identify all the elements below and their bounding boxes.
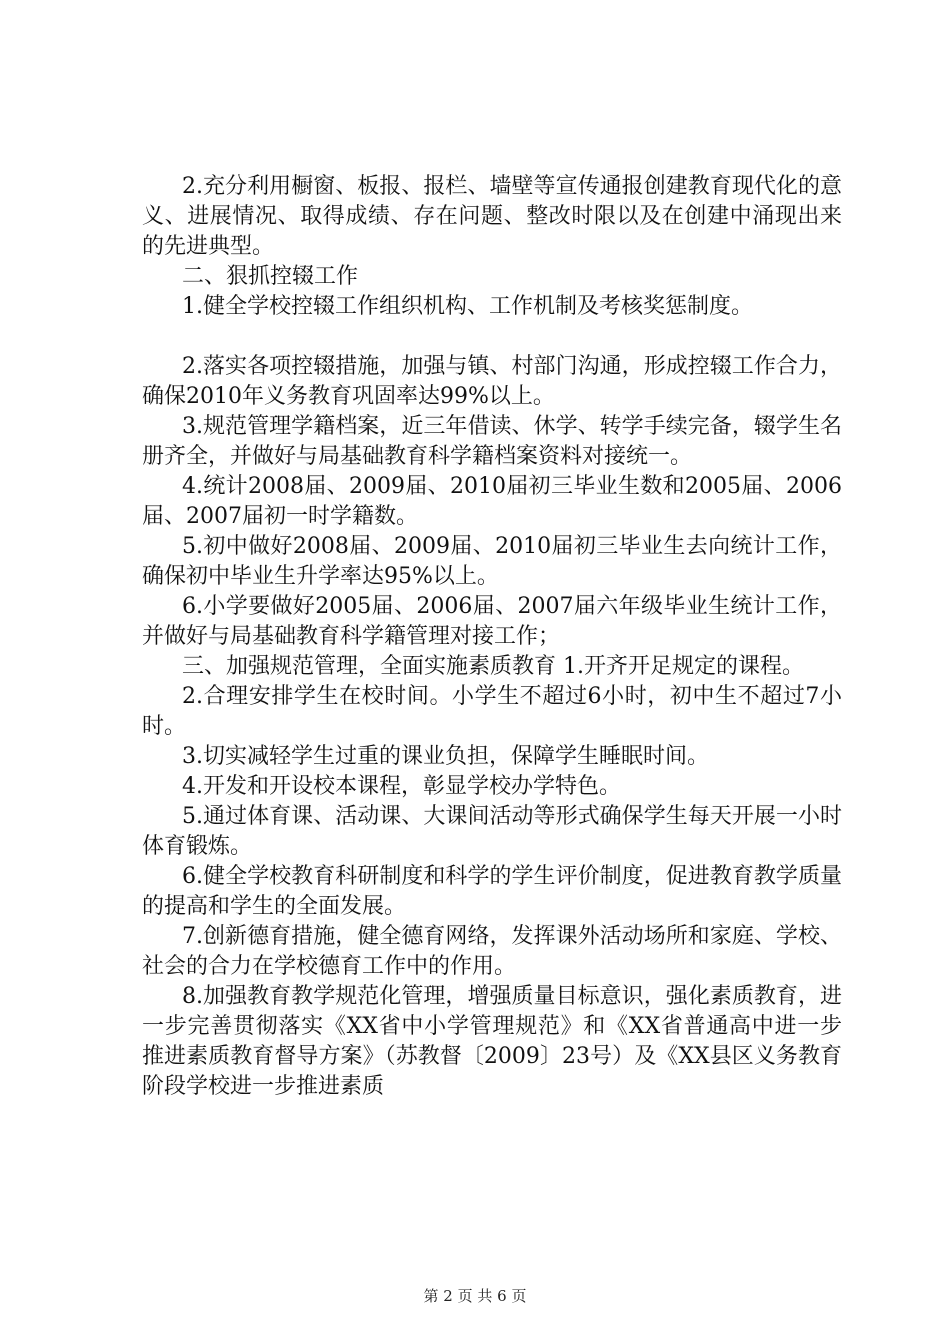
section-heading: 三、加强规范管理，全面实施素质教育 1.开齐开足规定的课程。 (182, 654, 804, 679)
paragraph: 2.落实各项控辍措施，加强与镇、村部门沟通，形成控辍工作合力，确保2010年义务教育巩固率达99%以上。 (142, 354, 842, 409)
paragraph: 8.加强教育教学规范化管理，增强质量目标意识，强化素质教育，进一步完善贯彻落实《XX省中小学管理规范》和《XX省普通高中进一步推进素质教育督导方案》（苏教督〔2009〕23号）及《XX县区义务教育阶段学校进一步推进素质 (142, 984, 842, 1099)
paragraph: 4.统计2008届、2009届、2010届初三毕业生数和2005届、2006届、2007届初一时学籍数。 (142, 474, 842, 529)
paragraph: 1.健全学校控辍工作组织机构、工作机制及考核奖惩制度。 (182, 294, 753, 319)
paragraph: 3.规范管理学籍档案，近三年借读、休学、转学手续完备，辍学生名册齐全，并做好与局基础教育科学籍档案资料对接统一。 (142, 414, 842, 469)
paragraph: 6.小学要做好2005届、2006届、2007届六年级毕业生统计工作，并做好与局基础教育科学籍管理对接工作； (142, 594, 842, 649)
paragraph: 2.充分利用橱窗、板报、报栏、墙壁等宣传通报创建教育现代化的意义、进展情况、取得成绩、存在问题、整改时限以及在创建中涌现出来的先进典型。 (142, 174, 842, 259)
paragraph: 7.创新德育措施，健全德育网络，发挥课外活动场所和家庭、学校、社会的合力在学校德育工作中的作用。 (142, 924, 842, 979)
paragraph: 2.合理安排学生在校时间。小学生不超过6小时，初中生不超过7小时。 (142, 684, 842, 739)
paragraph: 5.通过体育课、活动课、大课间活动等形式确保学生每天开展一小时体育锻炼。 (142, 804, 842, 859)
paragraph: 4.开发和开设校本课程，彰显学校办学特色。 (182, 774, 621, 799)
paragraph: 3.切实减轻学生过重的课业负担，保障学生睡眠时间。 (182, 744, 709, 769)
blank-line (142, 322, 842, 352)
page-number: 第 2 页 共 6 页 (423, 1287, 527, 1305)
paragraph: 5.初中做好2008届、2009届、2010届初三毕业生去向统计工作，确保初中毕业生升学率达95%以上。 (142, 534, 842, 589)
paragraph: 6.健全学校教育科研制度和科学的学生评价制度，促进教育教学质量的提高和学生的全面发展。 (142, 864, 842, 919)
section-heading: 二、狠抓控辍工作 (182, 264, 359, 289)
document-body (142, 172, 842, 1102)
